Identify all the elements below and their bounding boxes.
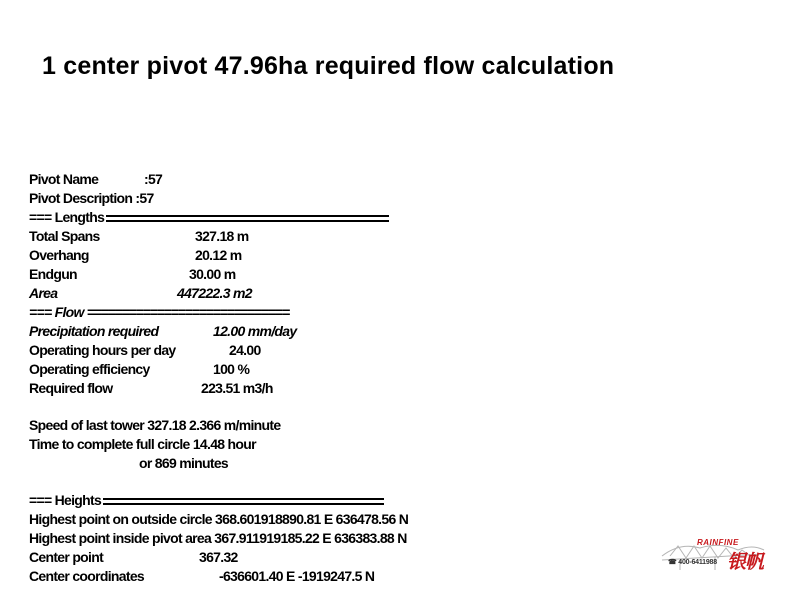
pivot-name-value: :57 bbox=[144, 171, 163, 187]
speed-text: Speed of last tower 327.18 2.366 m/minute bbox=[29, 417, 281, 433]
spacer bbox=[29, 473, 549, 491]
time-text: Time to complete full circle 14.48 hour bbox=[29, 436, 256, 452]
flow-report bbox=[29, 170, 549, 586]
efficiency-label: Operating efficiency bbox=[29, 361, 150, 377]
center-point-value: 367.32 bbox=[199, 549, 238, 565]
efficiency-value: 100 % bbox=[213, 361, 250, 377]
total-spans-row bbox=[29, 227, 549, 246]
pivot-description-row bbox=[29, 189, 549, 208]
endgun-value: 30.00 m bbox=[189, 266, 236, 282]
highest-inside-row bbox=[29, 529, 549, 548]
brand-logo-text: RAINFINE bbox=[697, 538, 739, 547]
page-title: 1 center pivot 47.96ha required flow calculation bbox=[42, 52, 615, 80]
pivot-name-row bbox=[29, 170, 549, 189]
lengths-divider bbox=[106, 215, 389, 222]
brand-logo-chinese: 银帆 bbox=[727, 551, 764, 573]
operating-hours-label: Operating hours per day bbox=[29, 342, 176, 358]
heights-section-header bbox=[29, 491, 549, 510]
highest-outside-text: Highest point on outside circle 368.601918890.81 E 636478.56 N bbox=[29, 511, 409, 527]
center-coords-row bbox=[29, 567, 549, 586]
area-label: Area bbox=[29, 285, 58, 301]
minutes-row bbox=[29, 454, 549, 473]
highest-inside-text: Highest point inside pivot area 367.911919185.22 E 636383.88 N bbox=[29, 530, 407, 546]
speed-row bbox=[29, 416, 549, 435]
required-flow-row bbox=[29, 379, 549, 398]
heights-section-label: === Heights bbox=[29, 492, 102, 508]
total-spans-value: 327.18 m bbox=[195, 228, 249, 244]
required-flow-label: Required flow bbox=[29, 380, 113, 396]
overhang-value: 20.12 m bbox=[195, 247, 242, 263]
overhang-row bbox=[29, 246, 549, 265]
total-spans-label: Total Spans bbox=[29, 228, 100, 244]
area-value: 447222.3 m2 bbox=[177, 285, 252, 301]
operating-hours-value: 24.00 bbox=[229, 342, 261, 358]
center-point-row bbox=[29, 548, 549, 567]
lengths-section-header bbox=[29, 208, 549, 227]
endgun-label: Endgun bbox=[29, 266, 77, 282]
center-point-label: Center point bbox=[29, 549, 104, 565]
pivot-description-text: Pivot Description :57 bbox=[29, 190, 154, 206]
lengths-section-label: === Lengths bbox=[29, 209, 105, 225]
pivot-name-label: Pivot Name bbox=[29, 171, 99, 187]
precipitation-label: Precipitation required bbox=[29, 323, 159, 339]
overhang-label: Overhang bbox=[29, 247, 89, 263]
minutes-text: or 869 minutes bbox=[139, 455, 229, 471]
spacer bbox=[29, 398, 549, 416]
area-row bbox=[29, 284, 549, 303]
efficiency-row bbox=[29, 360, 549, 379]
flow-section-header bbox=[29, 303, 549, 322]
highest-outside-row bbox=[29, 510, 549, 529]
flow-section-label: === Flow bbox=[29, 304, 84, 320]
center-coords-label: Center coordinates bbox=[29, 568, 144, 584]
precipitation-row bbox=[29, 322, 549, 341]
endgun-row bbox=[29, 265, 549, 284]
heights-divider bbox=[103, 498, 384, 505]
time-row bbox=[29, 435, 549, 454]
required-flow-value: 223.51 m3/h bbox=[201, 380, 273, 396]
precipitation-value: 12.00 mm/day bbox=[213, 323, 297, 339]
operating-hours-row bbox=[29, 341, 549, 360]
center-coords-value: -636601.40 E -1919247.5 N bbox=[219, 568, 375, 584]
brand-phone: ☎ 400-6411988 bbox=[668, 559, 717, 566]
flow-divider: ============================= bbox=[86, 304, 290, 320]
